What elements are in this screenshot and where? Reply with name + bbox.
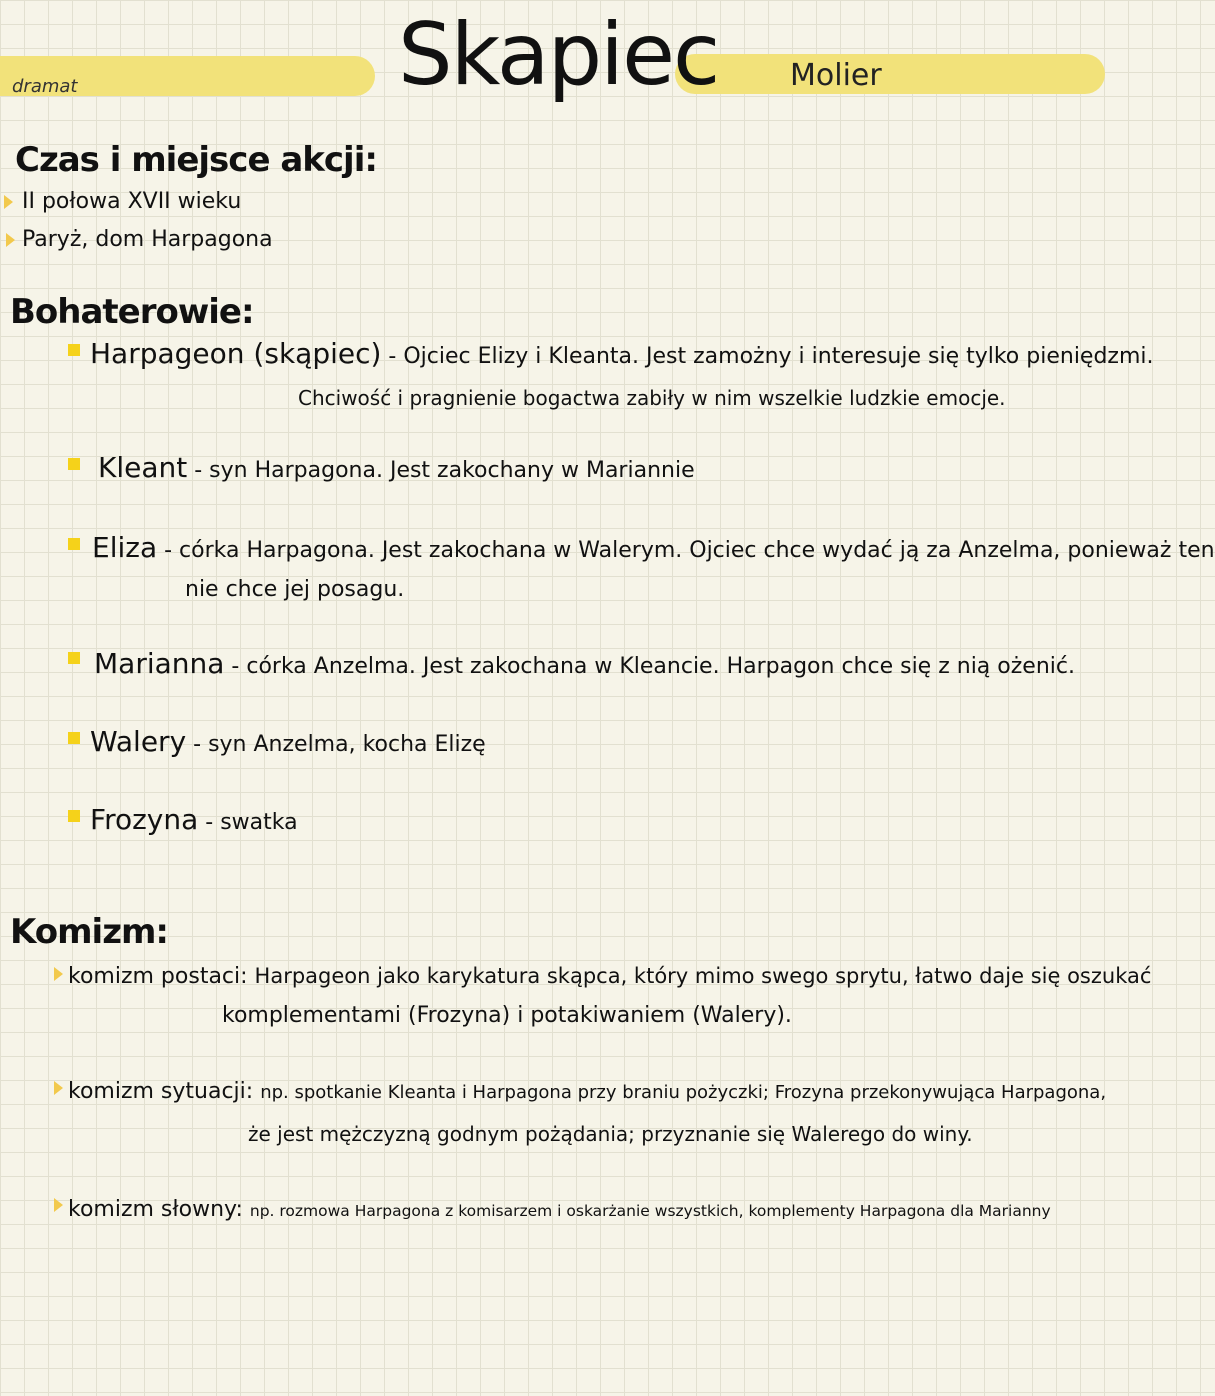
character-desc: - córka Harpagona. Jest zakochana w Walerym. Ojciec chce wydać ją za Anzelma, ponieważ ten	[164, 538, 1215, 563]
bullet-icon	[68, 732, 80, 744]
character-name: Walery	[90, 725, 187, 758]
comedy-text-cont: komplementami (Frozyna) i potakiwaniem (Walery).	[222, 1003, 792, 1028]
time-item: II połowa XVII wieku	[22, 189, 242, 214]
bullet-icon	[68, 458, 80, 470]
comedy-label: komizm sytuacji:	[68, 1079, 254, 1104]
comedy-item	[68, 1196, 1051, 1225]
bullet-icon	[68, 344, 80, 356]
character-desc: - córka Anzelma. Jest zakochana w Kleancie. Harpagon chce się z nią ożenić.	[231, 654, 1075, 679]
page-title: Skapiec	[398, 5, 719, 105]
comedy-text: np. spotkanie Kleanta i Harpagona przy braniu pożyczki; Frozyna przekonywująca Harpagona,	[260, 1082, 1107, 1103]
character-name: Eliza	[92, 531, 158, 564]
place-item: Paryż, dom Harpagona	[22, 227, 273, 252]
bullet-icon	[68, 810, 80, 822]
comedy-label: komizm postaci:	[68, 964, 248, 989]
comedy-label: komizm słowny:	[68, 1197, 243, 1222]
character-item	[90, 337, 1154, 371]
character-item	[98, 451, 695, 485]
character-desc-cont: Chciwość i pragnienie bogactwa zabiły w nim wszelkie ludzkie emocje.	[298, 386, 1006, 410]
character-item	[90, 803, 298, 837]
bullet-icon	[68, 652, 80, 664]
comedy-text-cont: że jest mężczyzną godnym pożądania; przyznanie się Walerego do winy.	[248, 1122, 973, 1146]
character-name: Marianna	[94, 647, 225, 680]
character-name: Harpageon (skąpiec)	[90, 337, 382, 370]
bullet-icon	[4, 195, 13, 209]
comedy-text: Harpageon jako karykatura skąpca, który mimo swego sprytu, łatwo daje się oszukać	[254, 964, 1152, 988]
comedy-item	[68, 1078, 1106, 1107]
bullet-icon	[6, 233, 15, 247]
character-item	[90, 725, 486, 759]
character-desc: - Ojciec Elizy i Kleanta. Jest zamożny i interesuje się tylko pieniędzmi.	[388, 344, 1154, 369]
character-name: Frozyna	[90, 803, 199, 836]
character-desc-cont: nie chce jej posagu.	[185, 577, 405, 602]
character-desc: - syn Anzelma, kocha Elizę	[193, 732, 486, 757]
author-label: Molier	[790, 58, 882, 93]
character-item	[92, 531, 1215, 565]
characters-heading: Bohaterowie:	[10, 292, 254, 332]
bullet-icon	[54, 1198, 63, 1212]
character-desc: - swatka	[205, 810, 298, 835]
character-desc: - syn Harpagona. Jest zakochany w Mariannie	[194, 458, 695, 483]
comedy-item	[68, 962, 1151, 991]
time-place-heading: Czas i miejsce akcji:	[15, 140, 377, 180]
bullet-icon	[54, 967, 63, 981]
genre-label: dramat	[12, 76, 78, 97]
author-highlight	[675, 54, 1105, 94]
bullet-icon	[68, 538, 80, 550]
character-name: Kleant	[98, 451, 188, 484]
comedy-text: np. rozmowa Harpagona z komisarzem i oskarżanie wszystkich, komplementy Harpagona dla Marianny	[249, 1202, 1051, 1220]
comedy-heading: Komizm:	[10, 912, 169, 952]
character-item	[94, 647, 1075, 681]
bullet-icon	[54, 1081, 63, 1095]
